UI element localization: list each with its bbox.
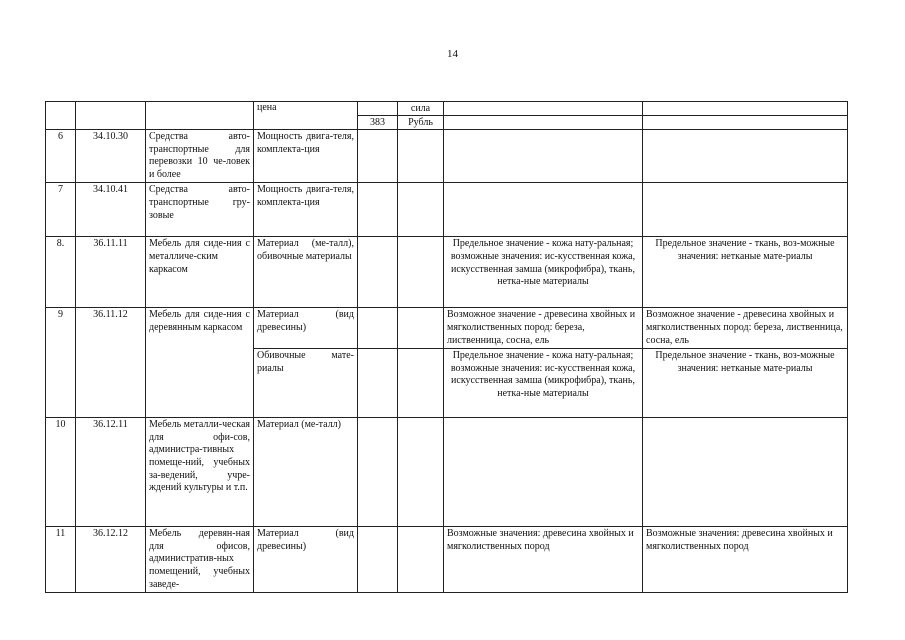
row-code: 34.10.41 [76, 183, 146, 237]
row-code: 36.11.11 [76, 237, 146, 308]
header-num-cell [46, 102, 76, 130]
row-value-1: Предельное значение - кожа нату-ральная; возможные значения: ис-кусственная кожа, искусственная замша (микрофибра), ткань, нетка-ные материалы [444, 237, 643, 308]
row-okei [358, 308, 398, 349]
row-unit [398, 418, 444, 527]
row-name: Мебель металли-ческая для офи-сов, администра-тивных помеще-ний, учебных за-ведений, учре-ждений культуры и т.п. [146, 418, 254, 527]
row-characteristic: Мощность двига-теля, комплекта-ция [254, 183, 358, 237]
table-row [46, 237, 848, 308]
row-number: 11 [46, 527, 76, 593]
row-number: 7 [46, 183, 76, 237]
row-name: Средства авто-транспортные гру-зовые [146, 183, 254, 237]
table-row [46, 183, 848, 237]
row-value-1: Возможные значения: древесина хвойных и мягколиственных пород [444, 527, 643, 593]
row-code: 36.12.12 [76, 527, 146, 593]
row-okei [358, 130, 398, 183]
header-row [46, 102, 848, 116]
header-name-cell [146, 102, 254, 130]
row-name: Мебель деревян-ная для офисов, административ-ных помещений, учебных заведе- [146, 527, 254, 593]
row-name: Средства авто-транспортные для перевозки 10 че-ловек и более [146, 130, 254, 183]
row-characteristic: Материал (ме-талл), обивочные материалы [254, 237, 358, 308]
table-row [46, 130, 848, 183]
characteristics-table [45, 101, 848, 593]
row-okei [358, 183, 398, 237]
row-value-1: Возможное значение - древесина хвойных и мягколиственных пород: береза, лиственница, сосна, ель [444, 308, 643, 349]
row-name: Мебель для сиде-ния с металличе-ским каркасом [146, 237, 254, 308]
row-value-2 [643, 418, 848, 527]
row-value-1: Предельное значение - кожа нату-ральная; возможные значения: ис-кусственная кожа, искусственная замша (микрофибра), ткань, нетка-ные материалы [444, 349, 643, 418]
row-value-2: Возможные значения: древесина хвойных и мягколиственных пород [643, 527, 848, 593]
row-characteristic: Материал (вид древесины) [254, 308, 358, 349]
row-name: Мебель для сиде-ния с деревянным каркасом [146, 308, 254, 418]
table-row [46, 308, 848, 349]
header-okei-cell [358, 102, 398, 116]
row-unit [398, 527, 444, 593]
row-okei [358, 418, 398, 527]
row-value-2 [643, 130, 848, 183]
row-characteristic: Материал (ме-талл) [254, 418, 358, 527]
row-characteristic: Мощность двига-теля, комплекта-ция [254, 130, 358, 183]
table-row [46, 418, 848, 527]
row-value-1 [444, 418, 643, 527]
row-characteristic: Материал (вид древесины) [254, 527, 358, 593]
okei-code: 383 [358, 116, 398, 130]
page-number: 14 [447, 48, 458, 60]
row-unit [398, 130, 444, 183]
row-okei [358, 349, 398, 418]
row-value-1 [444, 183, 643, 237]
row-value-2: Предельное значение - ткань, воз-можные значения: нетканые мате-риалы [643, 237, 848, 308]
header-code-cell [76, 102, 146, 130]
header-value1-cell [444, 102, 643, 116]
row-unit [398, 349, 444, 418]
row-number: 6 [46, 130, 76, 183]
header-value1-cell [444, 116, 643, 130]
row-unit [398, 237, 444, 308]
row-unit [398, 183, 444, 237]
row-number: 8. [46, 237, 76, 308]
row-code: 36.12.11 [76, 418, 146, 527]
row-code: 34.10.30 [76, 130, 146, 183]
header-unit-cell: сила [398, 102, 444, 116]
row-value-2 [643, 183, 848, 237]
table-row [46, 527, 848, 593]
header-value2-cell [643, 102, 848, 116]
row-number: 10 [46, 418, 76, 527]
row-value-2: Предельное значение - ткань, воз-можные значения: нетканые мате-риалы [643, 349, 848, 418]
row-characteristic: Обивочные мате-риалы [254, 349, 358, 418]
unit-name: Рубль [398, 116, 444, 130]
row-okei [358, 527, 398, 593]
header-value2-cell [643, 116, 848, 130]
header-characteristic-text: цена [257, 102, 277, 113]
row-value-2: Возможное значение - древесина хвойных и мягколиственных пород: береза, лиственница, сосна, ель [643, 308, 848, 349]
header-characteristic-cell [254, 102, 358, 130]
row-unit [398, 308, 444, 349]
row-code: 36.11.12 [76, 308, 146, 418]
row-value-1 [444, 130, 643, 183]
row-okei [358, 237, 398, 308]
row-number: 9 [46, 308, 76, 418]
